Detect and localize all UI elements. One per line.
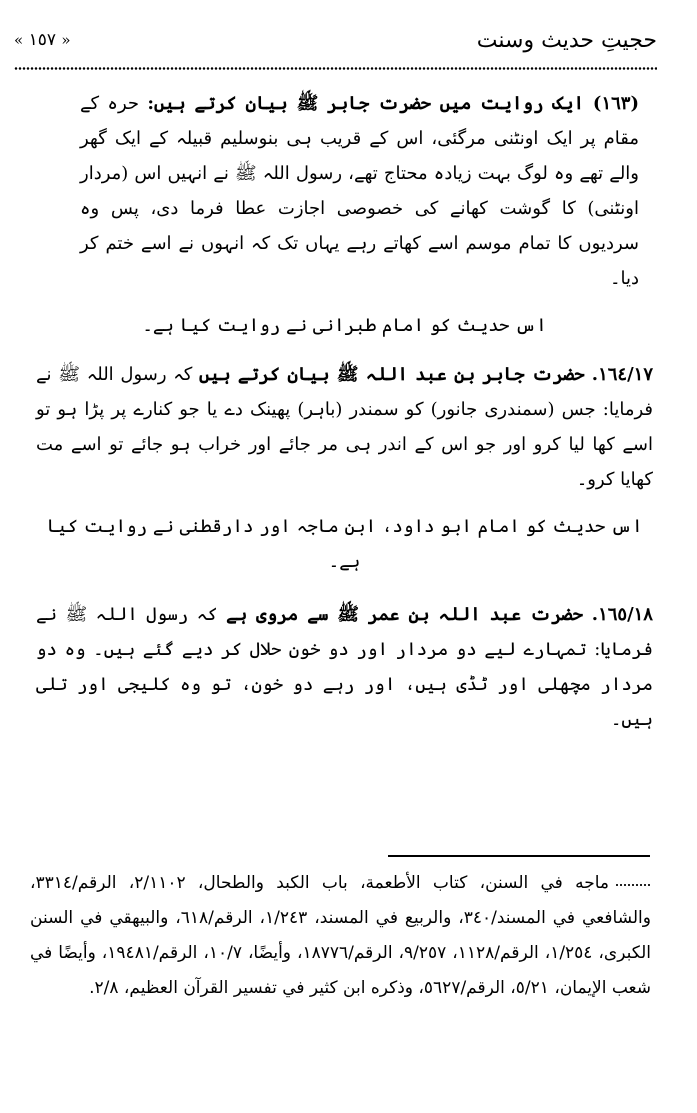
footnote-text: ماجه في السنن، كتاب الأطعمة، باب الكبد والطحال، ٢/١١٠٢، الرقم/٣٣١٤، والشافعي في المسند/٣٤٠، والربيع في المسند، ١/٢٤٣، الرقم/٦١٨، والبيهقي في السنن الكبرى، ١/٢٥٤، الرقم/١١٢٨، ٩/٢٥٧، الرقم/١٨٧٧٦، وأيضًا، ١٠/٧، الرقم/١٩٤٨١، وأيضًا في شعب الإيمان، ٥/٢١، الرقم/٥٦٢٧، وذكره ابن كثير في تفسير القرآن العظيم، ٢/٨. bbox=[30, 873, 652, 998]
footnote-dotted-lead bbox=[615, 878, 651, 888]
page-number-value: ١٥٧ bbox=[28, 30, 56, 50]
ornament-left-icon: « bbox=[14, 31, 24, 49]
ornament-right-icon: » bbox=[61, 31, 71, 49]
hadith-163-text: حرہ کے مقام پر ایک اونٹنی مرگئی، اس کے قریب ہی بنوسلیم قبیلہ کے ایک گھر والے تھے وہ لوگ بہت زیادہ محتاج تھے، رسول اللہ ﷺ نے انہیں اس (مردار اونٹنی) کا گوشت کھانے کی خصوصی اجازت عطا فرما دی، پس وہ سردیوں کا تمام موسم اسے کھاتے رہے یہاں تک کہ انہوں نے اسے ختم کر دیا۔ bbox=[80, 93, 639, 289]
hadith-164-lead: ١٦٤/١٧. حضرت جابر بن عبد اللہ ﷺ بیان کرتے ہیں bbox=[199, 364, 653, 385]
page-number bbox=[14, 30, 71, 50]
hadith-165-text: کہ رسول اللہ ﷺ نے فرمایا: تمہارے لیے دو مردار اور دو خون حلال کر دیے گئے ہیں۔ وہ دو مردار مچھلی اور ٹڈی ہیں، اور رہے دو خون، تو وہ کلیجی اور تلی ہیں۔ bbox=[36, 604, 653, 730]
hadith-163-paragraph bbox=[36, 86, 653, 296]
header-dotted-rule bbox=[14, 66, 657, 71]
running-title: حجیتِ حدیث وسنت bbox=[476, 28, 657, 53]
hadith-163-lead: (١٦٣) ایک روایت میں حضرت جابر ﷺ بیان کرتے ہیں: bbox=[147, 93, 639, 114]
footnote-rule bbox=[388, 855, 650, 857]
hadith-164-narration: اس حدیث کو امام ابو داود، ابن ماجہ اور دارقطنی نے روایت کیا ہے۔ bbox=[46, 516, 643, 572]
hadith-163-narration: اس حدیث کو امام طبرانی نے روایت کیا ہے۔ bbox=[142, 315, 547, 336]
footnote bbox=[30, 866, 651, 1006]
hadith-165-lead: ١٦٥/١٨. حضرت عبد اللہ بن عمر ﷺ سے مروی ہے bbox=[226, 604, 653, 625]
page-header bbox=[14, 28, 657, 62]
hadith-165-paragraph bbox=[36, 597, 653, 737]
main-text bbox=[36, 86, 653, 737]
hadith-164-paragraph bbox=[36, 357, 653, 497]
hadith-164-text: کہ رسول اللہ ﷺ نے فرمایا: جس (سمندری جانور) کو سمندر (باہر) پھینک دے یا جو کنارے پر پڑا ہو تو اسے کھا لیا کرو اور جو اس کے اندر ہی مر جائے اور خراب ہو جائے تو اسے مت کھایا کرو۔ bbox=[36, 364, 653, 490]
